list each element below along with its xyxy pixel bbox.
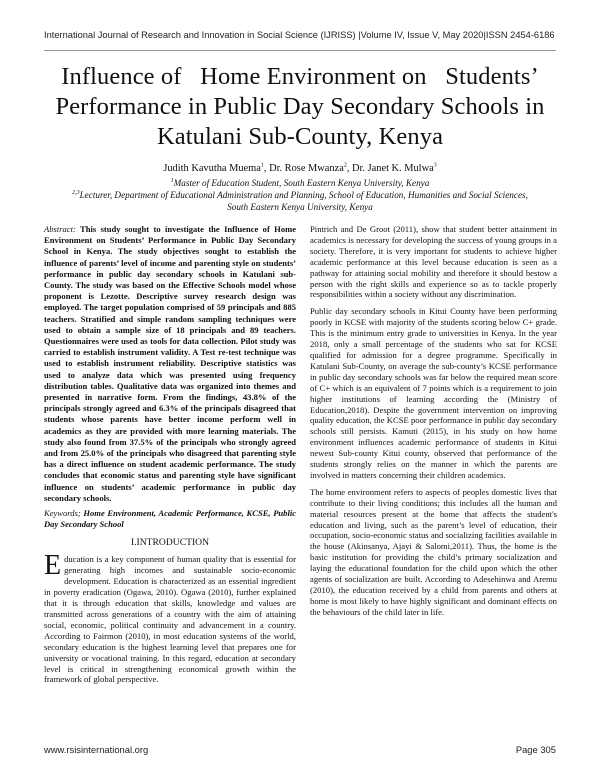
- author-separator: ,: [263, 163, 270, 174]
- affiliation-2-line-1: Lecturer, Department of Educational Administration and Planning, School of Education, Humanities and Social Sciences,: [79, 190, 528, 200]
- paper-title: [44, 62, 556, 152]
- section-heading-introduction: I.INTRODUCTION: [130, 537, 210, 549]
- affiliation-2: [44, 189, 556, 213]
- author-list: [44, 163, 556, 174]
- body-paragraph: The home environment refers to aspects of peoples domestic lives that contribute to their living conditions; this includes all the human and material resources present at the home that affects the student's education and living, such as the parent’s level of education, their occupation, socio-economic status and socializing facilities available in the house (Akinsanya, Ajayi & Salomi,2011). Thus, the home is the basic institution for providing the child’s primary socialization and laying the educational foundation for the child upon which the other agents of socialization are built. According to Adesehinwa and Aremu (2010), the education received by a child from parents and others at home is most likely to have highly significant and dominant effects on the behaviours of the child later in life.: [310, 486, 557, 617]
- drop-cap: E: [44, 550, 62, 582]
- abstract: [44, 224, 296, 504]
- author-3: Dr. Janet K. Mulwa: [352, 163, 434, 174]
- author-2: Dr. Rose Mwanza: [269, 163, 344, 174]
- body-paragraph: Pintrich and De Groot (2011), show that student better attainment in academics is necessary for developing the success of young groups in a society. Therefore, it is very important for students to achieve higher academic performance at this level because education is seen as a pathway for attaining social mobility and therefore it should bestow a person with the right skills and experience so as to tackle properly responsibilities within a society without any discrimination.: [310, 224, 557, 300]
- title-line-2: Performance in Public Day Secondary Schools in: [55, 93, 545, 120]
- affiliation-2-mark: 2,3: [72, 189, 80, 196]
- affiliation-2-line-2: South Eastern Kenya University, Kenya: [227, 202, 373, 212]
- keywords: [44, 508, 296, 530]
- introduction-text: ducation is a key component of human quality that is essential for generating high incomes and sustainable socio-economic development. Education is characterized as an essential ingredient in poverty eradication (Ogawa, 2010). Ogawa (2010), further explained that it is through education that skills, knowledge and values are transmitted across generations of a country with the aim of attaining social, economic, political continuity and advancement in a country. According to Fairmon (2010), in most education systems of the world, secondary education is the highest learning level that prepares one for university or vocational training. In this regard, education at secondary level is critical in strengthening economical growth within the framework of global perspective.: [44, 554, 296, 685]
- page-number: Page 305: [515, 744, 556, 755]
- author-separator: ,: [346, 163, 353, 174]
- author-1-affil-mark: 1: [260, 162, 264, 169]
- journal-header: International Journal of Research and Innovation in Social Science (IJRISS) |Volume IV, Issue V, May 2020|ISSN 2454-6186: [44, 30, 555, 40]
- left-column: [44, 224, 296, 691]
- author-1: Judith Kavutha Muema: [163, 163, 261, 174]
- author-2-affil-mark: 2: [343, 162, 347, 169]
- introduction-paragraph: [44, 550, 296, 685]
- footer-website-link[interactable]: www.rsisinternational.org: [44, 744, 149, 755]
- body-paragraph: Public day secondary schools in Kitui County have been performing poorly in KCSE with majority of the students scoring below C+ grade. This is the minimum entry grade to universities in Kenya. In the year 2018, only a small percentage of the students who sat for KCSE qualified for admission for a degree programme. Specifically in Katulani Sub-County, on average the sub-county’s KCSE performance in public day secondary schools was far below the required mean score of C+ which is an equivalent of 7 points which is a requirement to join higher institutions of learning according the (Ministry of Education,2018). Despite the government intervention on improving quality education, the KCSE poor performance in public day secondary schools still persists. Kamuti (2015), in his study on how home environment influences academic performance of students in Kitui newest Sub-county Kitui county, observed that performance of the students strongly relies on the manner in which the parents are involved in matters concerning their children academics.: [310, 306, 557, 480]
- title-line-1: Influence of Home Environment on Students’: [61, 63, 539, 90]
- abstract-label: Abstract:: [44, 224, 76, 234]
- right-column: [310, 224, 557, 624]
- keywords-label: Keywords;: [44, 508, 81, 519]
- affiliation-1-text: Master of Education Student, South Eastern Kenya University, Kenya: [173, 178, 430, 188]
- title-line-3: Katulani Sub-County, Kenya: [156, 123, 444, 150]
- affiliation-1: [44, 177, 556, 189]
- affiliation-1-mark: 1: [170, 177, 174, 184]
- keywords-text: Home Environment, Academic Performance, KCSE, Public Day Secondary School: [44, 508, 296, 530]
- header-divider: [44, 50, 556, 51]
- abstract-text: This study sought to investigate the Influence of Home Environment on Students’ Performance in Public Day Secondary School in Kenya. The study objectives sought to establish the influence of parents’ level of income and parenting style on students’ performance in public day secondary schools in Katulani sub-County. The study was based on the Effective Schools model whose proponent is Lezotte. Descriptive survey research design was employed. The target population comprised of 59 principals and 885 teachers. Stratified and simple random sampling techniques were used to obtain a sample size of 18 principals and 89 teachers. Questionnaires were used as tools for data collection. Pilot study was carried to establish instrument validity. A Test re-test technique was used to establish instrument reliability. Descriptive statistics was used to analyze data which was presented using frequency distribution tables. Qualitative data was organized into themes and presented in narrative form. From the findings, 43.8% of the principals strongly agreed and 6.3% of the principals disagreed that students whose parents have better income perform well in academics as they are provided with more learning materials. The study also found from 37.5% of the principals who strongly agreed and from 25.0% of the principals who disagreed that parenting style has a direct influence on student academic performance. The study concludes that economic status and parenting style have significant influence on students’ academic performance in public day secondary schools.: [44, 224, 297, 503]
- author-3-affil-mark: 3: [433, 162, 437, 169]
